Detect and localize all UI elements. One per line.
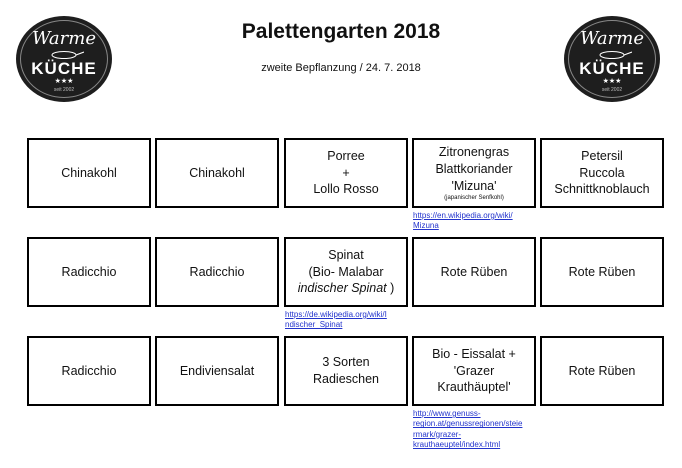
logo-word-kueche: KÜCHE xyxy=(579,59,645,78)
warme-kueche-logo-right xyxy=(564,16,660,102)
bed-cell-r3c4 xyxy=(412,336,536,406)
bed-cell-r1c5 xyxy=(540,138,664,208)
plant-label: Rote Rüben xyxy=(568,264,636,279)
logo-since: seit 2002 xyxy=(601,87,623,93)
logo-stars: ★★★ xyxy=(602,78,622,85)
plant-note: (japanischer Senfkohl) xyxy=(444,194,504,201)
page-title: Palettengarten 2018 xyxy=(241,20,441,43)
plant-label: Radicchio xyxy=(189,264,245,279)
spinat-link[interactable] xyxy=(285,310,387,331)
logo-stars: ★★★ xyxy=(54,78,74,85)
bed-cell-r3c1 xyxy=(27,336,151,406)
logo-since: seit 2002 xyxy=(53,87,75,93)
plant-label: Zitronengras xyxy=(438,145,510,160)
plant-label: Rote Rüben xyxy=(440,264,508,279)
plant-label: Endiviensalat xyxy=(179,363,255,378)
plant-label-line xyxy=(298,280,395,297)
plant-label: 'Grazer xyxy=(453,363,495,378)
link-line: region.at/genussregionen/steie xyxy=(413,419,523,429)
plant-label: (Bio- Malabar xyxy=(308,264,384,279)
grazer-link[interactable] xyxy=(413,409,522,451)
logo-word-warme: Warme xyxy=(32,28,96,49)
page-subtitle: zweite Bepflanzung / 24. 7. 2018 xyxy=(261,62,421,74)
bed-cell-r2c4 xyxy=(412,237,536,307)
link-line: ndischer_Spinat xyxy=(285,320,343,330)
link-line: rmark/grazer- xyxy=(413,429,462,439)
plant-label: Radieschen xyxy=(312,372,379,386)
logo-word-warme: Warme xyxy=(580,28,644,49)
plant-label: Lollo Rosso xyxy=(313,182,379,197)
mizuna-link[interactable] xyxy=(413,211,513,232)
plant-label: Radicchio xyxy=(61,264,117,279)
bed-cell-r1c4 xyxy=(412,138,536,208)
plant-label: 'Mizuna' xyxy=(451,178,497,193)
warme-kueche-logo-left xyxy=(16,16,112,102)
bed-cell-r1c3 xyxy=(284,138,408,208)
plant-label: Chinakohl xyxy=(61,165,117,180)
link-line: https://de.wikipedia.org/wiki/I xyxy=(285,310,387,319)
plant-label: Petersil xyxy=(581,148,623,163)
link-line: http://www.genuss- xyxy=(413,409,481,418)
plant-label-italic: indischer Spinat xyxy=(297,281,387,296)
link-line: krauthaeuptel/index.html xyxy=(413,440,501,450)
plant-label: Krauthäuptel' xyxy=(437,380,511,395)
link-line: Mizuna xyxy=(413,221,439,231)
bed-cell-r2c2 xyxy=(155,237,279,307)
bed-cell-r1c2 xyxy=(155,138,279,208)
bed-cell-r3c3 xyxy=(284,336,408,406)
bed-cell-r3c2 xyxy=(155,336,279,406)
bed-cell-r2c1 xyxy=(27,237,151,307)
plant-label: Porree xyxy=(327,148,365,163)
bed-cell-r3c5 xyxy=(540,336,664,406)
plant-label: Chinakohl xyxy=(189,165,245,180)
plant-label: Spinat xyxy=(328,247,364,262)
plant-label: Ruccola xyxy=(579,165,625,180)
bed-cell-r1c1 xyxy=(27,138,151,208)
plant-label: Radicchio xyxy=(61,363,117,378)
logo-word-kueche: KÜCHE xyxy=(31,59,97,78)
plant-label: Rote Rüben xyxy=(568,363,636,378)
bed-cell-r2c3 xyxy=(284,237,408,307)
plant-label: Blattkoriander xyxy=(435,161,513,176)
bed-cell-r2c5 xyxy=(540,237,664,307)
link-line: https://en.wikipedia.org/wiki/ xyxy=(413,211,513,220)
plant-label: 3 Sorten xyxy=(322,355,370,370)
plant-label: Bio - Eissalat + xyxy=(432,346,516,361)
plant-label: + xyxy=(342,165,350,180)
closing-paren: ) xyxy=(386,281,395,296)
plant-label: Schnittknoblauch xyxy=(554,182,650,197)
